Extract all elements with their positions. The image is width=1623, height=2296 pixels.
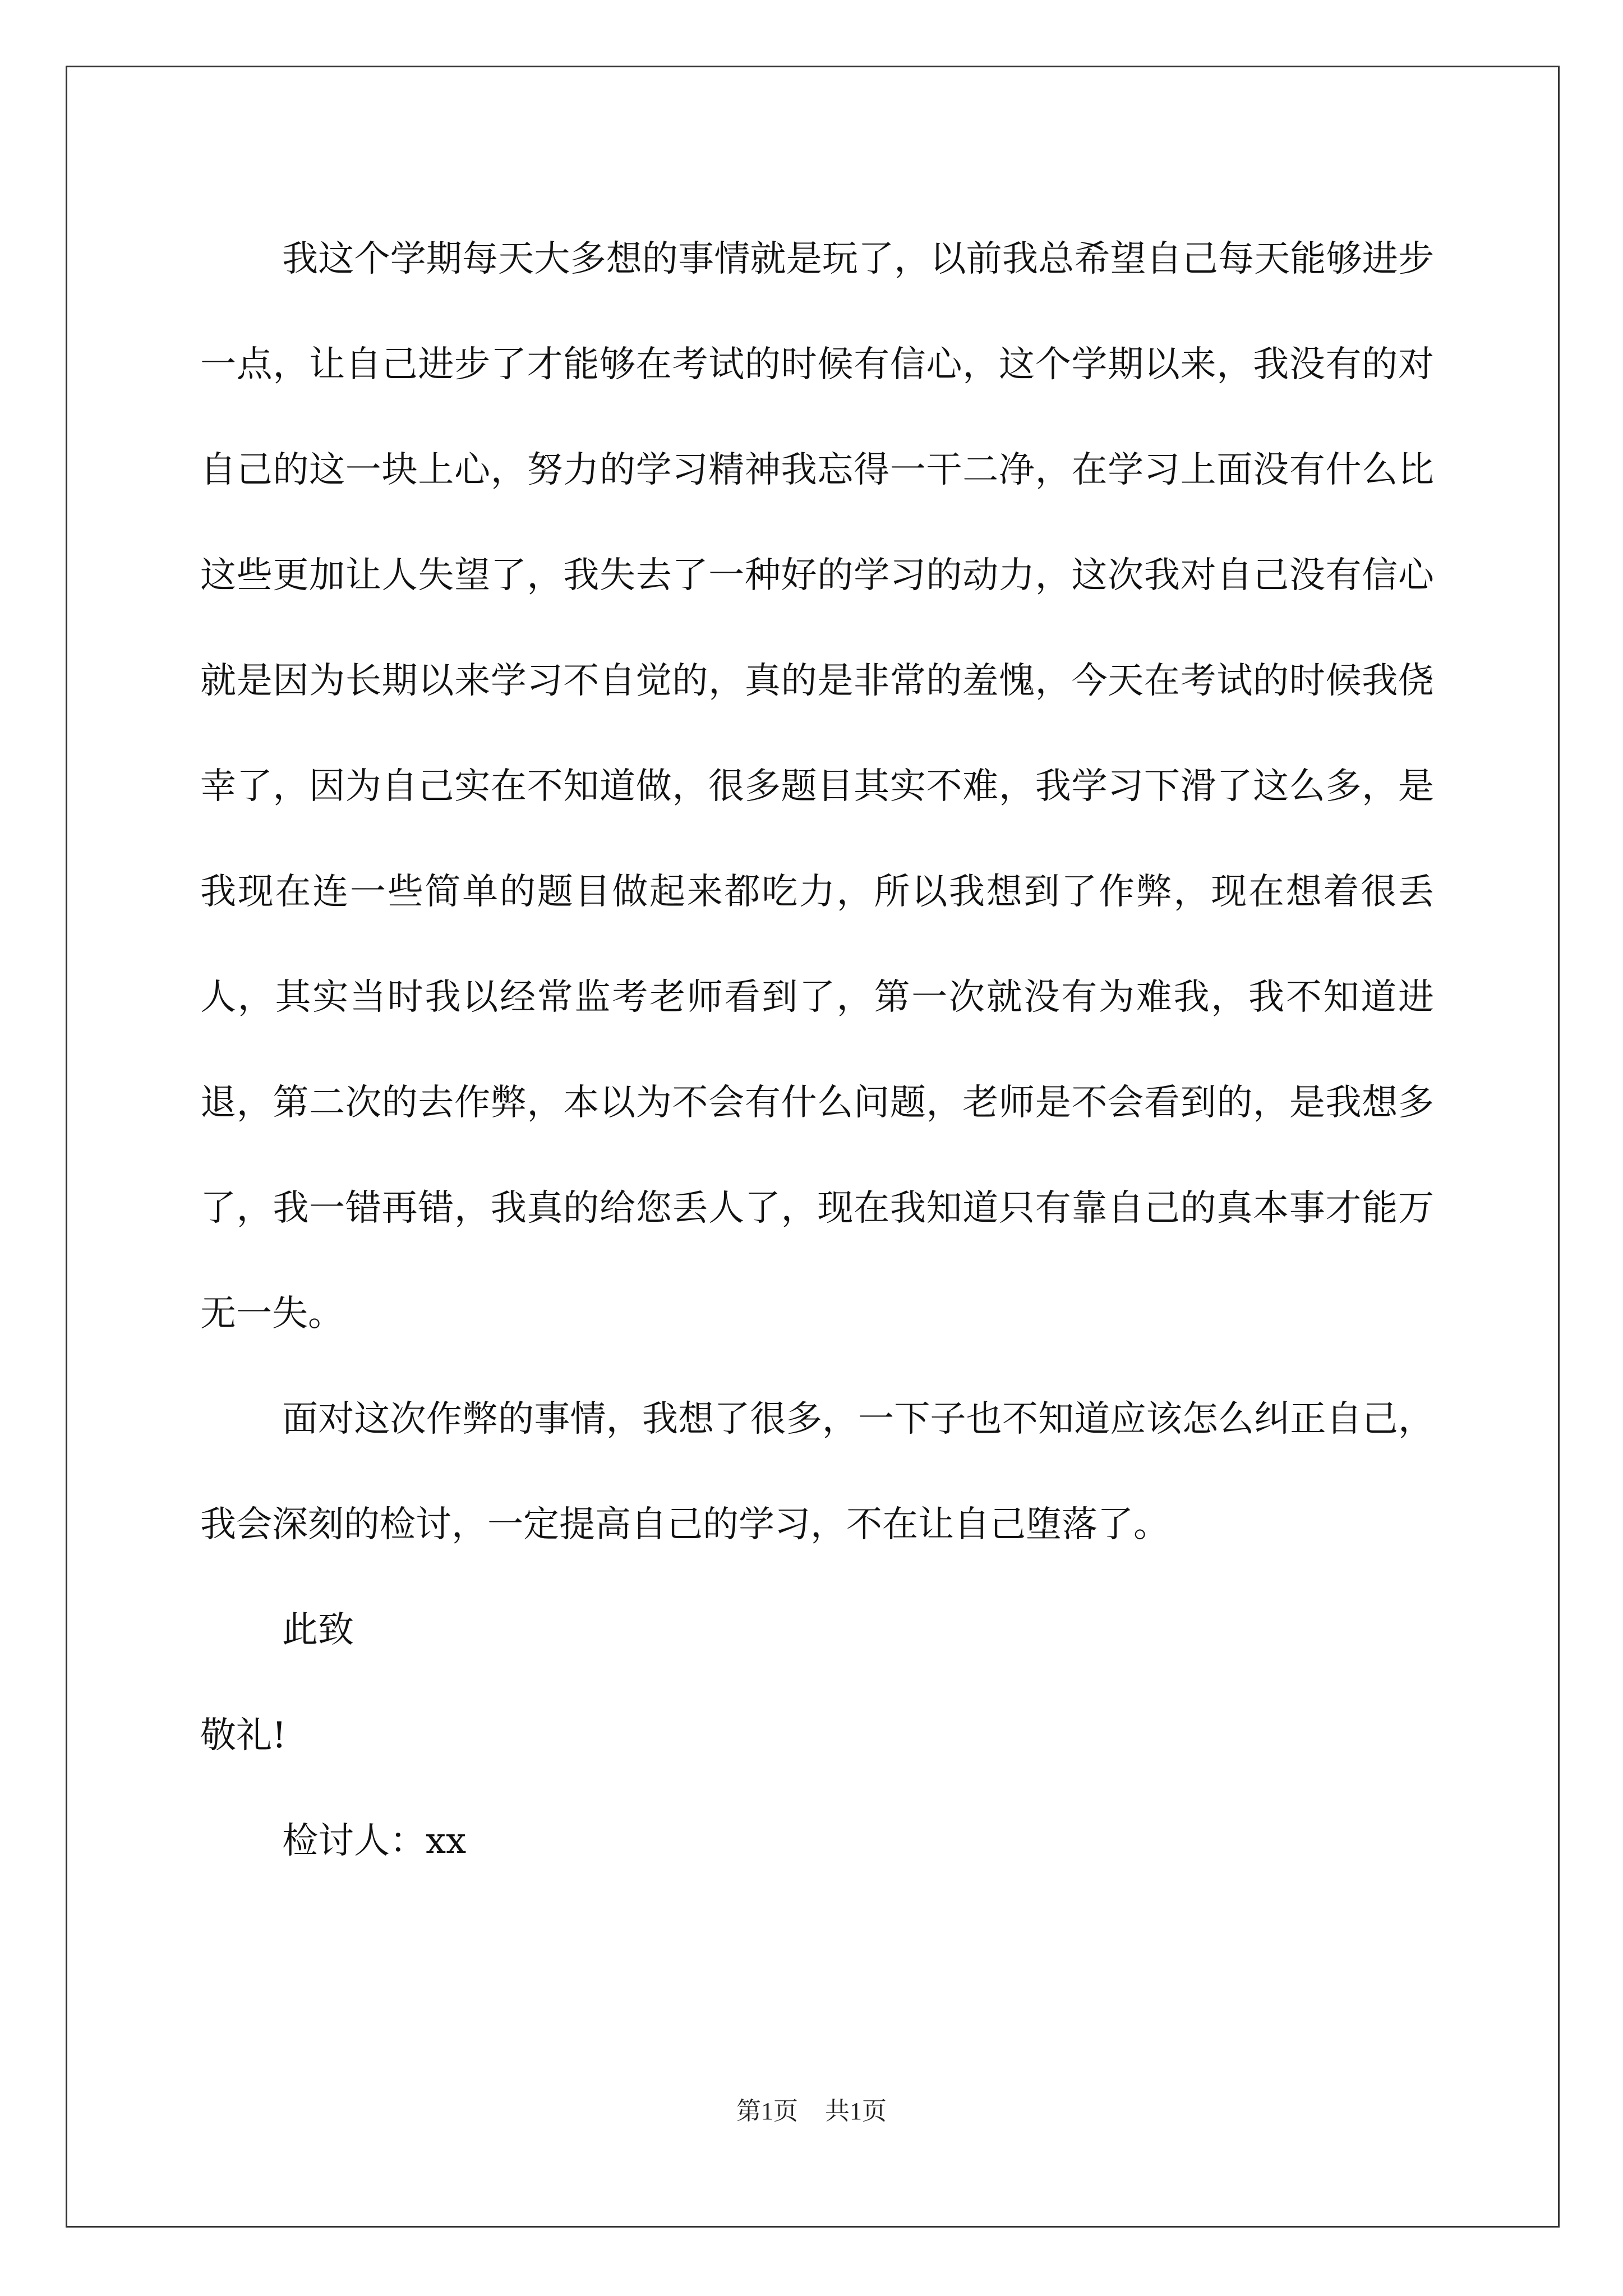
body-paragraph-1: 我这个学期每天大多想的事情就是玩了，以前我总希望自己每天能够进步一点，让自己进步了才能够在考试的时候有信心，这个学期以来，我没有的对自己的这一块上心，努力的学习精神我忘得一干二净，在学习上面没有什么比这些更加让人失望了，我失去了一种好的学习的动力，这次我对自己没有信心就是因为长期以来学习不自觉的，真的是非常的羞愧，今天在考试的时候我侥幸了，因为自己实在不知道做，很多题目其实不难，我学习下滑了这么多，是我现在连一些简单的题目做起来都吃力，所以我想到了作弊，现在想着很丢人，其实当时我以经常监考老师看到了，第一次就没有为难我，我不知道进退，第二次的去作弊，本以为不会有什么问题，老师是不会看到的，是我想多了，我一错再错，我真的给您丢人了，现在我知道只有靠自己的真本事才能万无一失。	[200, 238, 1434, 1335]
letter-body	[200, 206, 1434, 1894]
signature-line: 检讨人：xx	[282, 1820, 467, 1862]
body-paragraph-2: 面对这次作弊的事情，我想了很多，一下子也不知道应该怎么纠正自己，我会深刻的检讨，一定提高自己的学习，不在让自己堕落了。	[200, 1398, 1434, 1545]
closing-phrase: 此致	[282, 1609, 354, 1651]
page-number-current: 第1页	[736, 2097, 798, 2125]
page-footer	[0, 2095, 1623, 2128]
salutation: 敬礼!	[200, 1715, 287, 1756]
page-number-total: 共1页	[825, 2097, 887, 2125]
